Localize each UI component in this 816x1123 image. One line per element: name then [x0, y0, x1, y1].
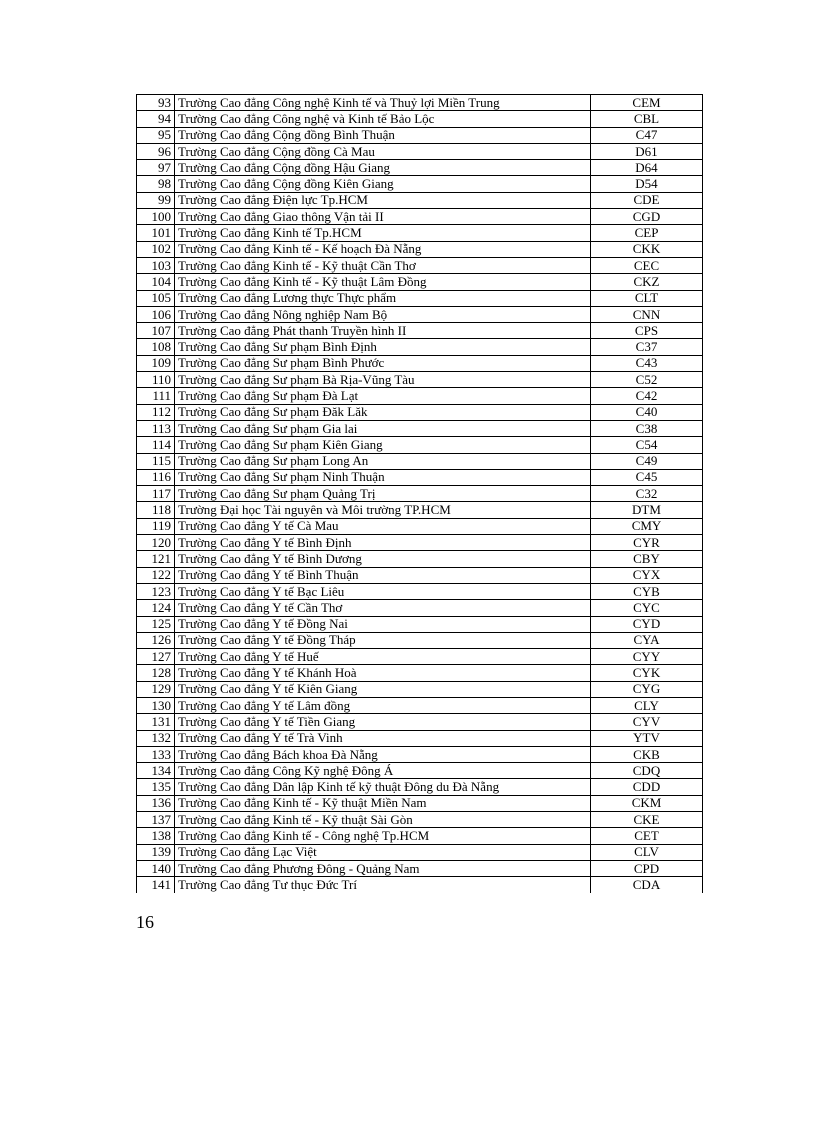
school-code-cell: CNN [591, 306, 703, 322]
row-number-cell: 106 [137, 306, 175, 322]
table-row [137, 192, 703, 208]
school-code-cell: CKZ [591, 274, 703, 290]
school-code-cell: C40 [591, 404, 703, 420]
row-number-cell: 103 [137, 257, 175, 273]
school-code-cell: C45 [591, 469, 703, 485]
table-row [137, 143, 703, 159]
school-code-cell: CYC [591, 600, 703, 616]
school-code-cell: CYD [591, 616, 703, 632]
school-name-cell: Trường Cao đẳng Sư phạm Bà Rịa-Vũng Tàu [175, 372, 591, 388]
school-name-cell: Trường Cao đẳng Y tế Bình Định [175, 535, 591, 551]
row-number-cell: 127 [137, 649, 175, 665]
table-row [137, 306, 703, 322]
table-row [137, 730, 703, 746]
row-number-cell: 129 [137, 681, 175, 697]
row-number-cell: 109 [137, 355, 175, 371]
row-number-cell: 113 [137, 420, 175, 436]
page-number: 16 [136, 912, 154, 932]
school-code-cell: D64 [591, 160, 703, 176]
school-code-cell: CKM [591, 795, 703, 811]
school-code-cell: C42 [591, 388, 703, 404]
row-number-cell: 122 [137, 567, 175, 583]
school-name-cell: Trường Cao đẳng Nông nghiệp Nam Bộ [175, 306, 591, 322]
school-name-cell: Trường Cao đẳng Công Kỹ nghệ Đông Á [175, 763, 591, 779]
row-number-cell: 133 [137, 746, 175, 762]
school-name-cell: Trường Cao đẳng Kinh tế Tp.HCM [175, 225, 591, 241]
table-row [137, 160, 703, 176]
row-number-cell: 96 [137, 143, 175, 159]
row-number-cell: 123 [137, 583, 175, 599]
school-code-cell: D61 [591, 143, 703, 159]
table-row [137, 127, 703, 143]
school-code-cell: CYB [591, 583, 703, 599]
row-number-cell: 99 [137, 192, 175, 208]
school-code-cell: CDA [591, 877, 703, 893]
row-number-cell: 110 [137, 372, 175, 388]
row-number-cell: 125 [137, 616, 175, 632]
school-name-cell: Trường Cao đẳng Giao thông Vận tải II [175, 209, 591, 225]
school-code-cell: C32 [591, 486, 703, 502]
row-number-cell: 115 [137, 453, 175, 469]
table-row [137, 828, 703, 844]
row-number-cell: 135 [137, 779, 175, 795]
school-code-cell: C52 [591, 372, 703, 388]
table-row [137, 600, 703, 616]
table-body [137, 95, 703, 893]
school-code-cell: CKE [591, 812, 703, 828]
row-number-cell: 105 [137, 290, 175, 306]
row-number-cell: 124 [137, 600, 175, 616]
row-number-cell: 101 [137, 225, 175, 241]
school-name-cell: Trường Cao đẳng Dân lập Kinh tế kỹ thuật Đông du Đà Nẵng [175, 779, 591, 795]
table-row [137, 437, 703, 453]
row-number-cell: 118 [137, 502, 175, 518]
school-name-cell: Trường Cao đẳng Tư thục Đức Trí [175, 877, 591, 893]
row-number-cell: 102 [137, 241, 175, 257]
table-row [137, 469, 703, 485]
table-row [137, 779, 703, 795]
school-code-cell: CPS [591, 323, 703, 339]
school-name-cell: Trường Cao đẳng Y tế Bạc Liêu [175, 583, 591, 599]
table-row [137, 453, 703, 469]
school-code-cell: C47 [591, 127, 703, 143]
table-row [137, 697, 703, 713]
table-row [137, 681, 703, 697]
row-number-cell: 107 [137, 323, 175, 339]
school-code-cell: C38 [591, 420, 703, 436]
table-row [137, 763, 703, 779]
table-row [137, 404, 703, 420]
school-code-cell: C37 [591, 339, 703, 355]
row-number-cell: 132 [137, 730, 175, 746]
school-name-cell: Trường Cao đẳng Sư phạm Gia lai [175, 420, 591, 436]
school-code-cell: CDD [591, 779, 703, 795]
school-code-cell: C54 [591, 437, 703, 453]
school-code-cell: CLV [591, 844, 703, 860]
table-row [137, 535, 703, 551]
table-row [137, 746, 703, 762]
school-name-cell: Trường Cao đẳng Y tế Huế [175, 649, 591, 665]
table-row [137, 632, 703, 648]
table-row [137, 339, 703, 355]
row-number-cell: 98 [137, 176, 175, 192]
school-name-cell: Trường Cao đẳng Lương thực Thực phẩm [175, 290, 591, 306]
school-name-cell: Trường Cao đẳng Kinh tế - Kỹ thuật Sài Gòn [175, 812, 591, 828]
school-code-cell: CYX [591, 567, 703, 583]
table-row [137, 502, 703, 518]
school-name-cell: Trường Cao đẳng Kinh tế - Công nghệ Tp.HCM [175, 828, 591, 844]
table-row [137, 812, 703, 828]
row-number-cell: 128 [137, 665, 175, 681]
school-name-cell: Trường Cao đẳng Y tế Cà Mau [175, 518, 591, 534]
row-number-cell: 93 [137, 95, 175, 111]
school-code-cell: CLY [591, 697, 703, 713]
school-name-cell: Trường Cao đẳng Công nghệ và Kinh tế Bảo Lộc [175, 111, 591, 127]
school-name-cell: Trường Cao đẳng Sư phạm Long An [175, 453, 591, 469]
school-name-cell: Trường Cao đẳng Phát thanh Truyền hình II [175, 323, 591, 339]
school-name-cell: Trường Cao đẳng Y tế Khánh Hoà [175, 665, 591, 681]
table-row [137, 225, 703, 241]
row-number-cell: 116 [137, 469, 175, 485]
row-number-cell: 126 [137, 632, 175, 648]
table-row [137, 649, 703, 665]
school-name-cell: Trường Cao đẳng Sư phạm Đà Lạt [175, 388, 591, 404]
school-code-cell: CKB [591, 746, 703, 762]
school-name-cell: Trường Cao đẳng Y tế Đồng Tháp [175, 632, 591, 648]
school-name-cell: Trường Cao đẳng Sư phạm Quảng Trị [175, 486, 591, 502]
table-row [137, 209, 703, 225]
school-name-cell: Trường Cao đẳng Kinh tế - Kỹ thuật Cần Thơ [175, 257, 591, 273]
table-row [137, 388, 703, 404]
school-name-cell: Trường Cao đẳng Sư phạm Bình Phước [175, 355, 591, 371]
row-number-cell: 97 [137, 160, 175, 176]
row-number-cell: 140 [137, 860, 175, 876]
school-code-cell: CKK [591, 241, 703, 257]
table-row [137, 844, 703, 860]
school-name-cell: Trường Cao đẳng Sư phạm Đăk Lăk [175, 404, 591, 420]
row-number-cell: 120 [137, 535, 175, 551]
table-row [137, 567, 703, 583]
table-row [137, 111, 703, 127]
school-code-cell: CPD [591, 860, 703, 876]
row-number-cell: 94 [137, 111, 175, 127]
table-row [137, 372, 703, 388]
school-code-cell: CBL [591, 111, 703, 127]
school-code-cell: CYV [591, 714, 703, 730]
table-row [137, 795, 703, 811]
school-name-cell: Trường Cao đẳng Phương Đông - Quảng Nam [175, 860, 591, 876]
school-code-cell: D54 [591, 176, 703, 192]
school-name-cell: Trường Cao đẳng Kinh tế - Kỹ thuật Miền Nam [175, 795, 591, 811]
school-name-cell: Trường Cao đẳng Sư phạm Kiên Giang [175, 437, 591, 453]
table-row [137, 583, 703, 599]
school-name-cell: Trường Cao đẳng Y tế Cần Thơ [175, 600, 591, 616]
table-row [137, 355, 703, 371]
school-name-cell: Trường Cao đẳng Y tế Bình Thuận [175, 567, 591, 583]
school-name-cell: Trường Cao đẳng Điện lực Tp.HCM [175, 192, 591, 208]
school-code-cell: CET [591, 828, 703, 844]
table-row [137, 551, 703, 567]
table-row [137, 420, 703, 436]
row-number-cell: 139 [137, 844, 175, 860]
table-row [137, 290, 703, 306]
table-row [137, 95, 703, 111]
row-number-cell: 136 [137, 795, 175, 811]
school-code-cell: CMY [591, 518, 703, 534]
row-number-cell: 114 [137, 437, 175, 453]
school-code-cell: CYA [591, 632, 703, 648]
row-number-cell: 134 [137, 763, 175, 779]
row-number-cell: 111 [137, 388, 175, 404]
table-row [137, 665, 703, 681]
school-code-cell: CDE [591, 192, 703, 208]
school-name-cell: Trường Cao đẳng Cộng đồng Cà Mau [175, 143, 591, 159]
school-name-cell: Trường Đại học Tài nguyên và Môi trường TP.HCM [175, 502, 591, 518]
row-number-cell: 121 [137, 551, 175, 567]
school-code-cell: CYK [591, 665, 703, 681]
school-code-cell: CYR [591, 535, 703, 551]
school-code-cell: C43 [591, 355, 703, 371]
school-code-cell: CYY [591, 649, 703, 665]
row-number-cell: 130 [137, 697, 175, 713]
table-row [137, 274, 703, 290]
school-code-table [136, 94, 703, 893]
school-name-cell: Trường Cao đẳng Lạc Việt [175, 844, 591, 860]
school-name-cell: Trường Cao đẳng Y tế Đồng Nai [175, 616, 591, 632]
row-number-cell: 112 [137, 404, 175, 420]
table-row [137, 323, 703, 339]
school-code-cell: CEP [591, 225, 703, 241]
school-name-cell: Trường Cao đẳng Cộng đồng Hậu Giang [175, 160, 591, 176]
school-name-cell: Trường Cao đẳng Cộng đồng Kiên Giang [175, 176, 591, 192]
school-code-cell: CDQ [591, 763, 703, 779]
row-number-cell: 119 [137, 518, 175, 534]
row-number-cell: 95 [137, 127, 175, 143]
table-row [137, 176, 703, 192]
table-row [137, 257, 703, 273]
school-name-cell: Trường Cao đẳng Y tế Lâm đồng [175, 697, 591, 713]
row-number-cell: 117 [137, 486, 175, 502]
school-name-cell: Trường Cao đẳng Y tế Trà Vinh [175, 730, 591, 746]
row-number-cell: 104 [137, 274, 175, 290]
table-row [137, 518, 703, 534]
school-name-cell: Trường Cao đẳng Bách khoa Đà Nẵng [175, 746, 591, 762]
table-row [137, 860, 703, 876]
row-number-cell: 137 [137, 812, 175, 828]
row-number-cell: 141 [137, 877, 175, 893]
table-row [137, 877, 703, 893]
school-name-cell: Trường Cao đẳng Y tế Bình Dương [175, 551, 591, 567]
school-code-cell: CEC [591, 257, 703, 273]
row-number-cell: 131 [137, 714, 175, 730]
school-code-cell: CYG [591, 681, 703, 697]
school-name-cell: Trường Cao đẳng Kinh tế - Kỹ thuật Lâm Đồng [175, 274, 591, 290]
school-name-cell: Trường Cao đẳng Sư phạm Bình Định [175, 339, 591, 355]
school-code-cell: CBY [591, 551, 703, 567]
row-number-cell: 138 [137, 828, 175, 844]
school-code-cell: YTV [591, 730, 703, 746]
table-row [137, 714, 703, 730]
school-name-cell: Trường Cao đẳng Y tế Tiền Giang [175, 714, 591, 730]
row-number-cell: 100 [137, 209, 175, 225]
school-code-cell: CLT [591, 290, 703, 306]
school-name-cell: Trường Cao đẳng Cộng đồng Bình Thuận [175, 127, 591, 143]
school-code-cell: CEM [591, 95, 703, 111]
school-code-cell: C49 [591, 453, 703, 469]
school-code-cell: CGD [591, 209, 703, 225]
school-code-cell: DTM [591, 502, 703, 518]
school-name-cell: Trường Cao đẳng Công nghệ Kinh tế và Thuỷ lợi Miền Trung [175, 95, 591, 111]
table-row [137, 241, 703, 257]
row-number-cell: 108 [137, 339, 175, 355]
school-name-cell: Trường Cao đẳng Y tế Kiên Giang [175, 681, 591, 697]
table-row [137, 616, 703, 632]
school-name-cell: Trường Cao đẳng Sư phạm Ninh Thuận [175, 469, 591, 485]
table-row [137, 486, 703, 502]
school-name-cell: Trường Cao đẳng Kinh tế - Kế hoạch Đà Nẵng [175, 241, 591, 257]
